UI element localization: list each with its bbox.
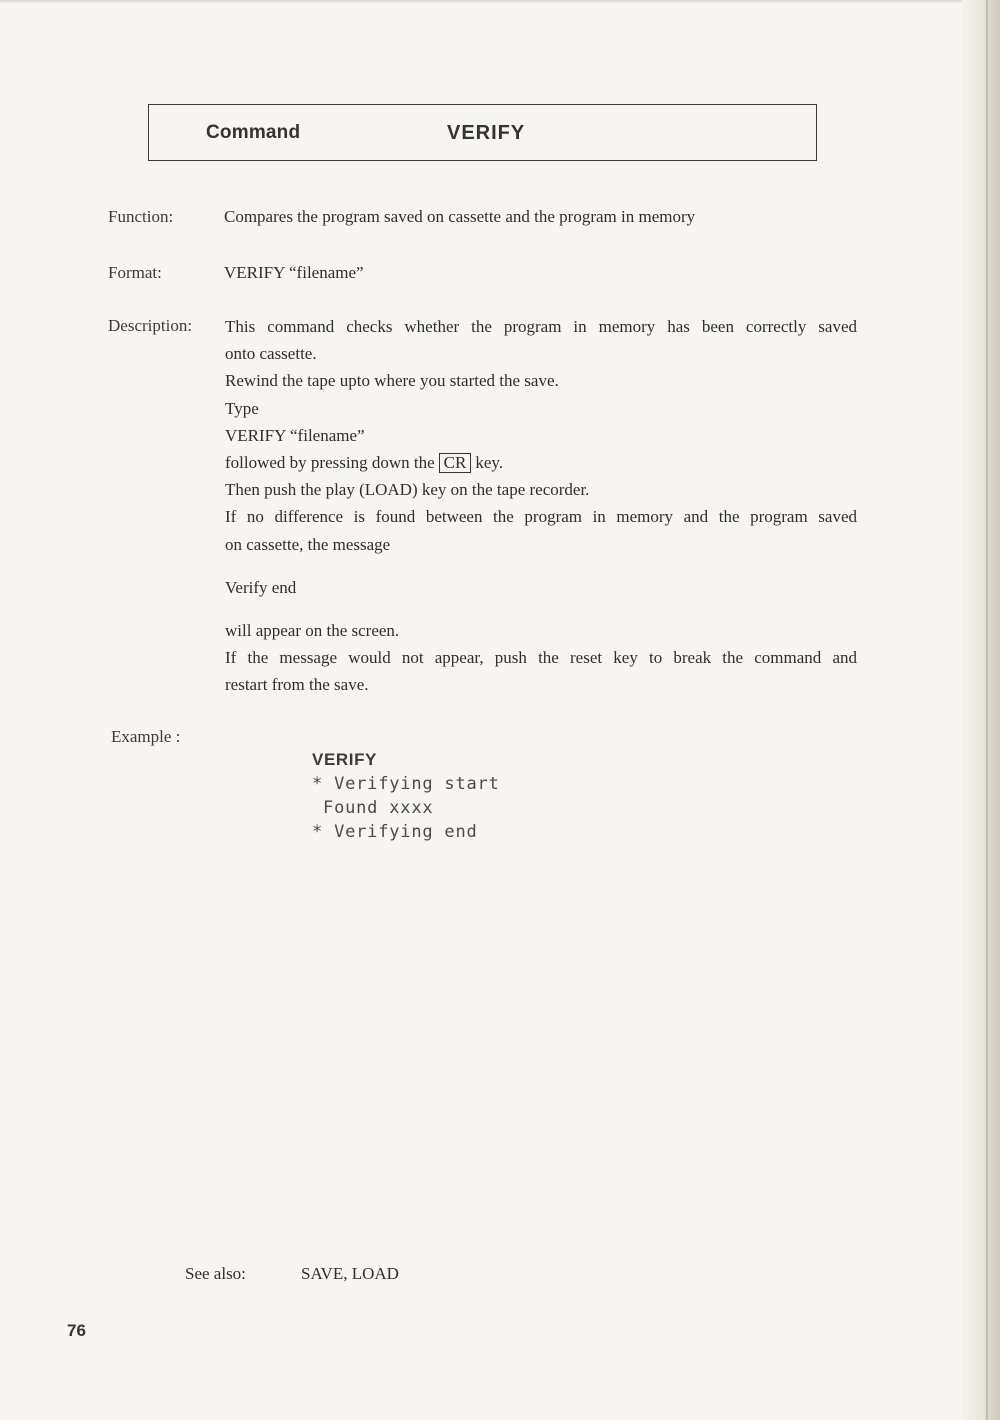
description-line: Type: [225, 398, 259, 418]
example-output-line: Found xxxx: [312, 798, 434, 818]
example-output-line: * Verifying end: [312, 822, 478, 842]
function-label: Function:: [108, 207, 174, 226]
description-line: If no difference is found between the program in memory and the program saved: [225, 507, 857, 527]
page-edge-shadow: [962, 0, 1000, 1420]
format-text: VERIFY “filename”: [224, 263, 364, 282]
format-label: Format:: [108, 263, 162, 282]
description-message: Verify end: [225, 577, 297, 597]
description-text: followed by pressing down the: [225, 453, 435, 473]
description-line: Then push the play (LOAD) key on the tape recorder.: [225, 480, 590, 500]
function-text: Compares the program saved on cassette and the program in memory: [224, 207, 696, 226]
see-also-label: See also:: [185, 1264, 246, 1283]
page-binding-line: [986, 0, 988, 1420]
page-top-shadow: [0, 0, 1000, 4]
header-label: Command: [206, 122, 301, 143]
example-code-block: [312, 748, 500, 844]
description-line: will appear on the screen.: [225, 621, 400, 641]
example-output-line: * Verifying start: [312, 774, 500, 794]
description-text: key.: [475, 453, 504, 473]
example-command: VERIFY: [312, 750, 378, 769]
description-body: [225, 313, 857, 699]
description-line: on cassette, the message: [225, 534, 391, 554]
description-line: VERIFY “filename”: [225, 425, 365, 445]
command-header-box: [148, 104, 817, 161]
description-line: onto cassette.: [225, 344, 317, 364]
see-also-value: SAVE, LOAD: [301, 1264, 399, 1283]
description-line-key: [225, 449, 857, 476]
example-label: Example :: [111, 727, 181, 746]
cr-key-box: CR: [439, 453, 472, 473]
description-line: restart from the save.: [225, 675, 369, 695]
page-number: 76: [67, 1321, 86, 1340]
description-line: Rewind the tape upto where you started the save.: [225, 371, 559, 391]
description-line: This command checks whether the program in memory has been correctly saved: [225, 317, 857, 336]
description-line: If the message would not appear, push the reset key to break the command and: [225, 648, 857, 668]
header-command-name: VERIFY: [447, 122, 526, 144]
description-label: Description:: [108, 316, 193, 335]
